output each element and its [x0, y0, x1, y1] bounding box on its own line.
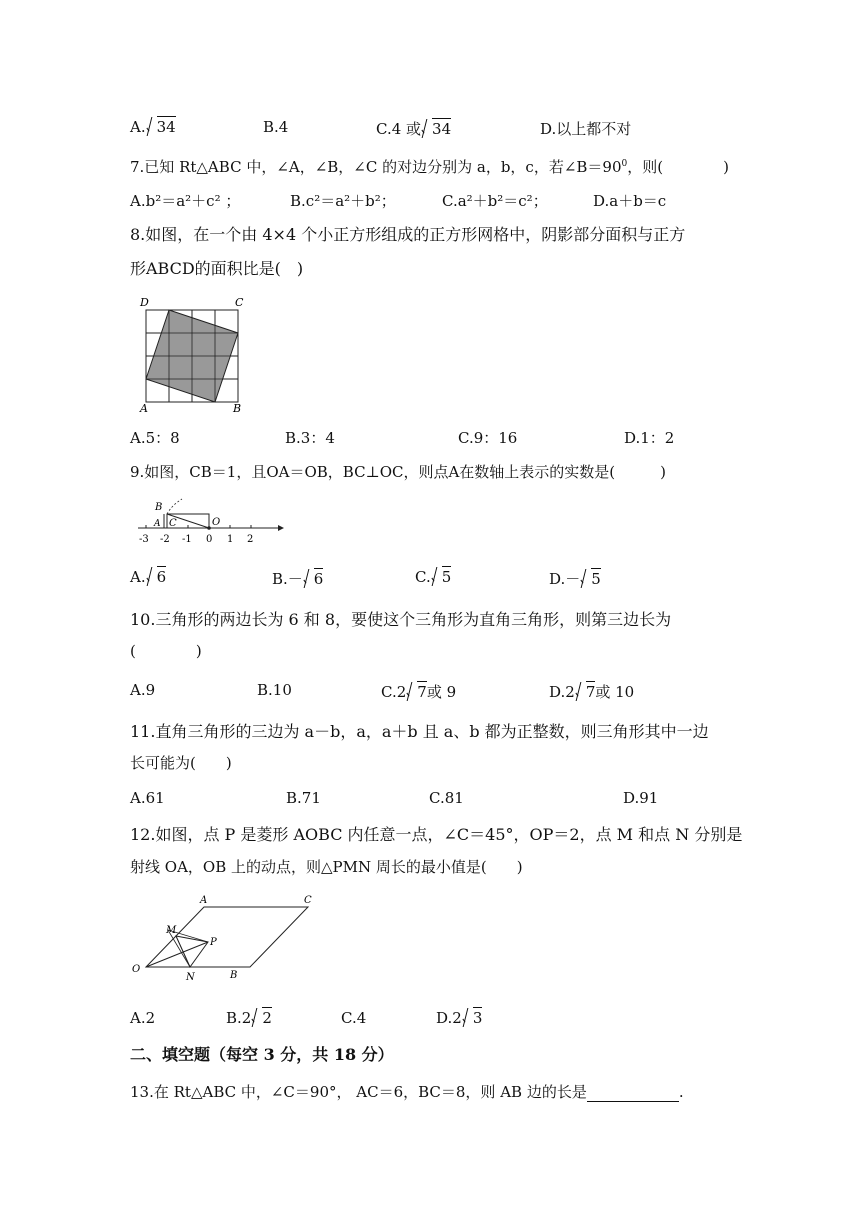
- sqrt-symbol: 6: [146, 568, 167, 586]
- axis-arrow: [278, 525, 284, 531]
- sqrt-symbol: 5: [580, 570, 601, 588]
- q12-option-b: B.2 2: [226, 1009, 272, 1027]
- q8-grid-figure: [136, 292, 252, 414]
- q9-option-c: C. 5: [415, 568, 452, 586]
- label-o: O: [212, 517, 221, 528]
- q12-rhombus-figure: [128, 890, 324, 984]
- sqrt-symbol: 2: [251, 1009, 272, 1027]
- label-a: A: [154, 519, 161, 529]
- q11-stem-line2: 长可能为( ): [130, 754, 232, 772]
- q13-stem: 13.在 Rt△ABC 中，∠C＝90°， AC＝6，BC＝8，则 AB 边的长是 .: [130, 1083, 684, 1101]
- sqrt-symbol: 7: [575, 683, 596, 701]
- q12-option-a: A.2: [130, 1009, 156, 1027]
- q6-option-b: B.4: [263, 118, 289, 136]
- q11-option-a: A.61: [130, 789, 165, 807]
- grid-lines-over: [146, 310, 238, 402]
- sqrt-symbol: 5: [431, 568, 452, 586]
- q8-option-c: C.9：16: [458, 429, 518, 447]
- q11-option-b: B.71: [286, 789, 321, 807]
- q11-option-d: D.91: [623, 789, 659, 807]
- label-b: B: [230, 970, 238, 981]
- q6-option-d: D.以上都不对: [540, 120, 632, 138]
- q7-stem: 7.已知 Rt△ABC 中，∠A，∠B，∠C 的对边分别为 a，b，c，若$\angle B=90^0$，则( ): [130, 158, 729, 176]
- section-title: 二、填空题（每空 3 分，共 18 分）: [130, 1045, 394, 1064]
- tick-label: 2: [247, 534, 254, 545]
- tick-label: 0: [206, 534, 213, 545]
- q10-stem-line2: ( ): [130, 642, 202, 660]
- q8-option-d: D.1：2: [624, 429, 675, 447]
- q7-option-a: A.b²＝a²＋c² ；: [130, 192, 241, 210]
- tick-label: -1: [182, 534, 192, 545]
- q8-stem-line1: 8.如图，在一个由 4×4 个小正方形组成的正方形网格中，阴影部分面积与正方: [130, 225, 686, 244]
- q8-option-a: A.5：8: [130, 429, 180, 447]
- label-c: C: [169, 518, 177, 529]
- q7-option-b: B.c²＝a²＋b²；: [290, 192, 396, 210]
- q9-option-a: A. 6: [130, 568, 167, 586]
- sqrt-symbol: 34: [146, 118, 176, 136]
- q11-option-c: C.81: [429, 789, 464, 807]
- answer-blank[interactable]: [587, 1085, 679, 1102]
- label-a: A: [140, 402, 148, 414]
- tick-label: -3: [139, 534, 149, 545]
- q10-stem-line1: 10.三角形的两边长为 6 和 8，要使这个三角形为直角三角形，则第三边长为: [130, 610, 672, 629]
- label-p: P: [210, 937, 217, 948]
- label-o: O: [132, 964, 141, 975]
- q7-option-c: C.a²＋b²＝c²；: [442, 192, 548, 210]
- arc: [167, 499, 182, 514]
- segment-mn: [176, 936, 190, 967]
- q10-option-b: B.10: [257, 681, 292, 699]
- sqrt-symbol: 7: [406, 683, 427, 701]
- sqrt-symbol: 6: [303, 570, 324, 588]
- q6-option-c: C.4 或 34: [376, 120, 452, 138]
- sqrt-symbol: 34: [421, 120, 451, 138]
- q8-stem-line2: 形ABCD的面积比是( ): [130, 259, 304, 278]
- label-n: N: [186, 972, 195, 983]
- label-c: C: [235, 296, 244, 309]
- label-b: B: [155, 502, 163, 513]
- label-c: C: [304, 895, 312, 906]
- q9-option-d: D.－ 5: [549, 570, 601, 588]
- rhombus-aobc: [146, 907, 308, 967]
- point-o: [207, 526, 211, 530]
- tick-label: -2: [160, 534, 170, 545]
- tick-label: 1: [227, 534, 234, 545]
- q12-stem-line2: 射线 OA，OB 上的动点，则△PMN 周长的最小值是( ): [130, 858, 523, 876]
- q12-option-c: C.4: [341, 1009, 367, 1027]
- q10-option-d: D.2 7或 10: [549, 683, 635, 701]
- label-a: A: [200, 895, 208, 906]
- label-b: B: [233, 402, 242, 414]
- sqrt-symbol: 3: [462, 1009, 483, 1027]
- q8-option-b: B.3：4: [285, 429, 335, 447]
- q7-option-d: D.a＋b＝c: [593, 192, 667, 210]
- label-d: D: [140, 296, 149, 309]
- q12-stem-line1: 12.如图，点 P 是菱形 AOBC 内任意一点，∠C＝45°，OP＝2，点 M 和点 N 分别是: [130, 825, 743, 844]
- label-m: M: [166, 925, 177, 936]
- q11-stem-line1: 11.直角三角形的三边为 a－b，a，a＋b 且 a、b 都为正整数，则三角形其中一边: [130, 722, 709, 741]
- q10-option-c: C.2 7或 9: [381, 683, 457, 701]
- q9-stem: 9.如图，CB＝1，且OA＝OB，BC⊥OC，则点A在数轴上表示的实数是( ): [130, 463, 667, 481]
- q12-option-d: D.2 3: [436, 1009, 483, 1027]
- q9-option-b: B.－ 6: [272, 570, 324, 588]
- q6-option-a: A. 34: [130, 118, 176, 136]
- q9-number-line-figure: [134, 495, 284, 549]
- q10-option-a: A.9: [130, 681, 156, 699]
